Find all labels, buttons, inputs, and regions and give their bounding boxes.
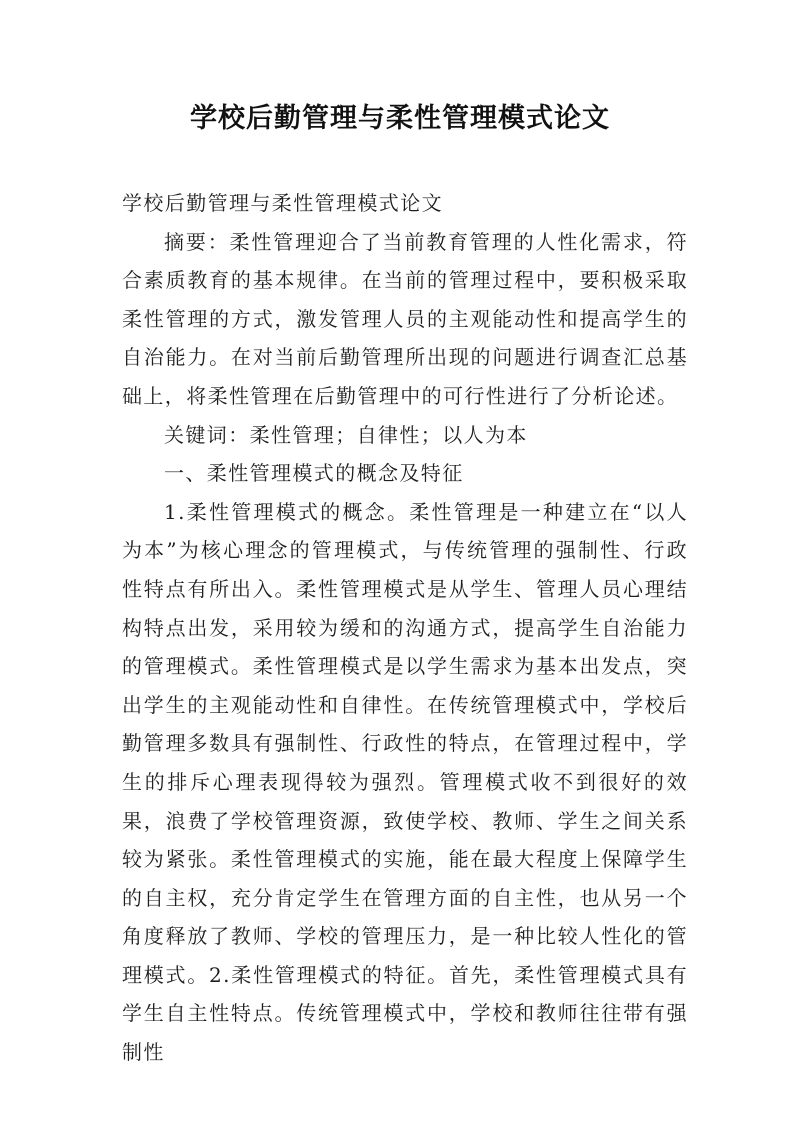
keywords-line: 关键词：柔性管理；自律性；以人为本	[164, 422, 528, 447]
document-body	[122, 184, 688, 1072]
section-heading: 一、柔性管理模式的概念及特征	[164, 461, 464, 486]
document-title: 学校后勤管理与柔性管理模式论文	[190, 103, 610, 134]
body-heading-line: 学校后勤管理与柔性管理模式论文	[122, 191, 443, 215]
abstract-paragraph: 摘要：柔性管理迎合了当前教育管理的人性化需求，符合素质教育的基本规律。在当前的管理过程中，要积极采取柔性管理的方式，激发管理人员的主观能动性和提高学生的自治能力。在对当前后勤管理所出现的问题进行调查汇总基础上，将柔性管理在后勤管理中的可行性进行了分析论述。	[122, 229, 688, 408]
body-paragraph: 1.柔性管理模式的概念。柔性管理是一种建立在“以人为本”为核心理念的管理模式，与传统管理的强制性、行政性特点有所出入。柔性管理模式是从学生、管理人员心理结构特点出发，采用较为缓和的沟通方式，提高学生自治能力的管理模式。柔性管理模式是以学生需求为基本出发点，突出学生的主观能动性和自律性。在传统管理模式中，学校后勤管理多数具有强制性、行政性的特点，在管理过程中，学生的排斥心理表现得较为强烈。管理模式收不到很好的效果，浪费了学校管理资源，致使学校、教师、学生之间关系较为紧张。柔性管理模式的实施，能在最大程度上保障学生的自主权，充分肯定学生在管理方面的自主性，也从另一个角度释放了教师、学校的管理压力，是一种比较人性化的管理模式。2.柔性管理模式的特征。首先，柔性管理模式具有学生自主性特点。传统管理模式中，学校和教师往往带有强制性	[122, 499, 688, 1065]
